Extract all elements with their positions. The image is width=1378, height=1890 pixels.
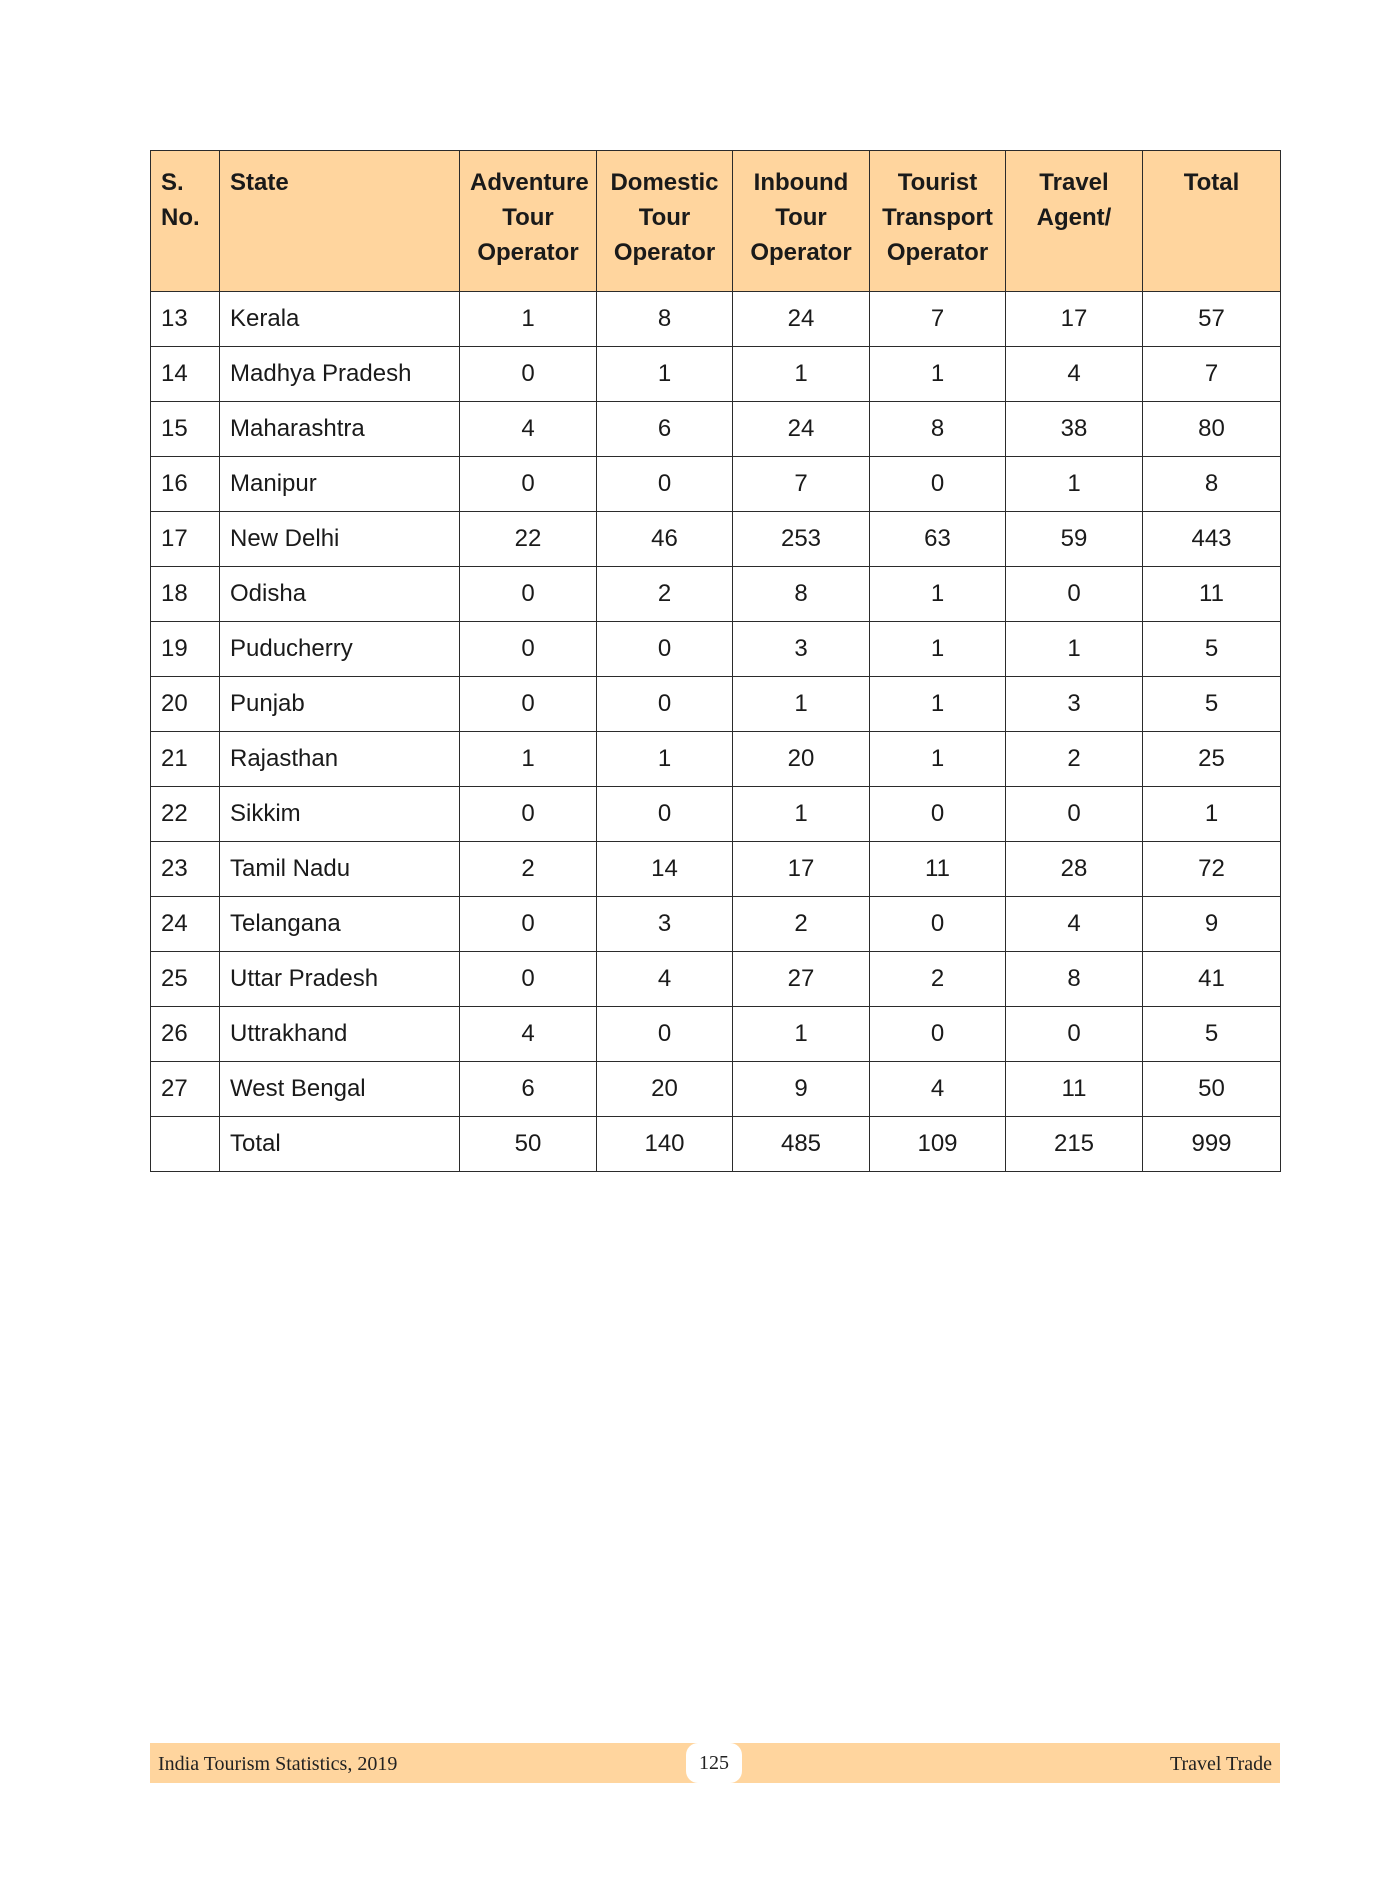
serial-cell: 19 — [151, 622, 220, 677]
state-cell: Maharashtra — [220, 402, 460, 457]
value-cell: 8 — [870, 402, 1006, 457]
value-cell: 4 — [597, 952, 733, 1007]
value-cell: 0 — [460, 952, 597, 1007]
value-cell: 1 — [1006, 457, 1143, 512]
serial-cell: 16 — [151, 457, 220, 512]
table-row — [151, 402, 1281, 457]
value-cell: 41 — [1143, 952, 1281, 1007]
value-cell: 443 — [1143, 512, 1281, 567]
value-cell: 1 — [870, 732, 1006, 787]
state-cell: Telangana — [220, 897, 460, 952]
table-row — [151, 677, 1281, 732]
value-cell: 0 — [460, 567, 597, 622]
column-header-adventure-tour-operator — [460, 151, 597, 292]
state-cell: Madhya Pradesh — [220, 347, 460, 402]
table-body — [151, 292, 1281, 1172]
column-header-total — [1143, 151, 1281, 292]
value-cell: 8 — [597, 292, 733, 347]
header-line: Inbound — [753, 169, 849, 196]
footer-section-name: Travel Trade — [1169, 1753, 1272, 1775]
value-cell: 20 — [597, 1062, 733, 1117]
value-cell: 1 — [733, 1007, 870, 1062]
value-cell: 4 — [460, 1007, 597, 1062]
serial-cell: 27 — [151, 1062, 220, 1117]
value-cell: 50 — [1143, 1062, 1281, 1117]
value-cell: 59 — [1006, 512, 1143, 567]
header-line: Operator — [750, 239, 852, 266]
value-cell: 0 — [460, 787, 597, 842]
value-cell: 80 — [1143, 402, 1281, 457]
value-cell: 1 — [870, 622, 1006, 677]
header-line: Domestic — [610, 169, 719, 196]
table-row — [151, 457, 1281, 512]
value-cell: 5 — [1143, 1007, 1281, 1062]
header-line: Tour — [502, 204, 554, 231]
value-cell: 7 — [1143, 347, 1281, 402]
value-cell: 0 — [1006, 567, 1143, 622]
table-row — [151, 732, 1281, 787]
table-row — [151, 567, 1281, 622]
table-header — [151, 151, 1281, 292]
value-cell: 1 — [733, 347, 870, 402]
value-cell: 1 — [870, 567, 1006, 622]
column-header-sno — [151, 151, 220, 292]
header-line: Total — [1183, 169, 1240, 196]
value-cell: 27 — [733, 952, 870, 1007]
value-cell: 28 — [1006, 842, 1143, 897]
header-line: State — [230, 169, 289, 196]
header-line: Tour — [638, 204, 691, 231]
value-cell: 5 — [1143, 622, 1281, 677]
value-cell: 3 — [1006, 677, 1143, 732]
footer-publication-title: India Tourism Statistics, 2019 — [158, 1753, 398, 1775]
value-cell: 0 — [460, 347, 597, 402]
value-cell: 0 — [597, 622, 733, 677]
value-cell: 17 — [1006, 292, 1143, 347]
table-row — [151, 897, 1281, 952]
value-cell: 14 — [597, 842, 733, 897]
value-cell: 1 — [870, 677, 1006, 732]
header-line: S. — [161, 169, 184, 196]
state-cell: Sikkim — [220, 787, 460, 842]
page-number: 125 — [686, 1743, 742, 1783]
header-line: Operator — [886, 239, 989, 266]
serial-cell: 26 — [151, 1007, 220, 1062]
header-row — [151, 151, 1281, 292]
value-cell: 3 — [597, 897, 733, 952]
value-cell: 2 — [870, 952, 1006, 1007]
value-cell: 9 — [733, 1062, 870, 1117]
value-cell: 4 — [870, 1062, 1006, 1117]
value-cell: 0 — [870, 1007, 1006, 1062]
value-cell: 0 — [597, 1007, 733, 1062]
value-cell: 20 — [733, 732, 870, 787]
header-line: Operator — [613, 239, 716, 266]
value-cell: 0 — [460, 457, 597, 512]
value-cell: 11 — [1006, 1062, 1143, 1117]
serial-cell: 14 — [151, 347, 220, 402]
value-cell: 1 — [460, 732, 597, 787]
value-cell: 7 — [870, 292, 1006, 347]
column-header-travel-agent — [1006, 151, 1143, 292]
value-cell: 38 — [1006, 402, 1143, 457]
value-cell: 6 — [597, 402, 733, 457]
value-cell: 1 — [733, 677, 870, 732]
table-row — [151, 1062, 1281, 1117]
table-row — [151, 1007, 1281, 1062]
value-cell: 0 — [870, 787, 1006, 842]
value-cell: 1 — [597, 732, 733, 787]
state-cell: New Delhi — [220, 512, 460, 567]
value-cell: 46 — [597, 512, 733, 567]
serial-cell: 20 — [151, 677, 220, 732]
header-line: Agent/ — [1036, 204, 1112, 231]
value-cell: 50 — [460, 1117, 597, 1172]
value-cell: 1 — [870, 347, 1006, 402]
value-cell: 0 — [460, 622, 597, 677]
total-row — [151, 1117, 1281, 1172]
header-line: Operator — [477, 239, 579, 266]
state-cell: Rajasthan — [220, 732, 460, 787]
value-cell: 2 — [1006, 732, 1143, 787]
value-cell: 4 — [1006, 897, 1143, 952]
value-cell: 3 — [733, 622, 870, 677]
value-cell: 24 — [733, 402, 870, 457]
state-cell: Uttar Pradesh — [220, 952, 460, 1007]
value-cell: 4 — [1006, 347, 1143, 402]
value-cell: 0 — [870, 457, 1006, 512]
state-cell: Punjab — [220, 677, 460, 732]
value-cell: 2 — [733, 897, 870, 952]
serial-cell: 18 — [151, 567, 220, 622]
serial-cell: 24 — [151, 897, 220, 952]
value-cell: 1 — [1006, 622, 1143, 677]
state-cell: Total — [220, 1117, 460, 1172]
value-cell: 0 — [597, 787, 733, 842]
table-row — [151, 292, 1281, 347]
value-cell: 1 — [597, 347, 733, 402]
value-cell: 2 — [597, 567, 733, 622]
header-line: Tourist — [897, 169, 978, 196]
table-row — [151, 622, 1281, 677]
value-cell: 25 — [1143, 732, 1281, 787]
table-row — [151, 512, 1281, 567]
serial-cell: 17 — [151, 512, 220, 567]
page-footer — [150, 1743, 1280, 1783]
value-cell: 1 — [460, 292, 597, 347]
value-cell: 5 — [1143, 677, 1281, 732]
value-cell: 8 — [1143, 457, 1281, 512]
column-header-tourist-transport-operator — [870, 151, 1006, 292]
state-cell: Tamil Nadu — [220, 842, 460, 897]
state-cell: Odisha — [220, 567, 460, 622]
value-cell: 22 — [460, 512, 597, 567]
value-cell: 0 — [460, 677, 597, 732]
value-cell: 0 — [870, 897, 1006, 952]
value-cell: 72 — [1143, 842, 1281, 897]
header-line: No. — [161, 204, 200, 231]
table-row — [151, 787, 1281, 842]
serial-cell: 13 — [151, 292, 220, 347]
value-cell: 4 — [460, 402, 597, 457]
header-line: Travel — [1039, 169, 1109, 196]
value-cell: 0 — [597, 677, 733, 732]
header-line: Adventure — [470, 169, 589, 196]
value-cell: 1 — [733, 787, 870, 842]
value-cell: 0 — [1006, 787, 1143, 842]
state-cell: Manipur — [220, 457, 460, 512]
value-cell: 140 — [597, 1117, 733, 1172]
serial-cell — [151, 1117, 220, 1172]
value-cell: 9 — [1143, 897, 1281, 952]
header-line: Transport — [882, 204, 993, 231]
state-cell: Puducherry — [220, 622, 460, 677]
value-cell: 0 — [597, 457, 733, 512]
value-cell: 109 — [870, 1117, 1006, 1172]
value-cell: 11 — [1143, 567, 1281, 622]
value-cell: 7 — [733, 457, 870, 512]
column-header-domestic-tour-operator — [597, 151, 733, 292]
serial-cell: 23 — [151, 842, 220, 897]
value-cell: 57 — [1143, 292, 1281, 347]
travel-trade-table — [150, 150, 1281, 1172]
value-cell: 0 — [460, 897, 597, 952]
state-cell: Kerala — [220, 292, 460, 347]
value-cell: 24 — [733, 292, 870, 347]
value-cell: 253 — [733, 512, 870, 567]
table-row — [151, 842, 1281, 897]
value-cell: 999 — [1143, 1117, 1281, 1172]
state-cell: Uttrakhand — [220, 1007, 460, 1062]
value-cell: 2 — [460, 842, 597, 897]
value-cell: 485 — [733, 1117, 870, 1172]
table-row — [151, 347, 1281, 402]
value-cell: 8 — [1006, 952, 1143, 1007]
serial-cell: 25 — [151, 952, 220, 1007]
value-cell: 1 — [1143, 787, 1281, 842]
value-cell: 63 — [870, 512, 1006, 567]
table-row — [151, 952, 1281, 1007]
column-header-state — [220, 151, 460, 292]
value-cell: 6 — [460, 1062, 597, 1117]
value-cell: 11 — [870, 842, 1006, 897]
header-line: Tour — [775, 204, 827, 231]
serial-cell: 15 — [151, 402, 220, 457]
serial-cell: 21 — [151, 732, 220, 787]
serial-cell: 22 — [151, 787, 220, 842]
value-cell: 17 — [733, 842, 870, 897]
column-header-inbound-tour-operator — [733, 151, 870, 292]
value-cell: 215 — [1006, 1117, 1143, 1172]
value-cell: 8 — [733, 567, 870, 622]
state-cell: West Bengal — [220, 1062, 460, 1117]
value-cell: 0 — [1006, 1007, 1143, 1062]
